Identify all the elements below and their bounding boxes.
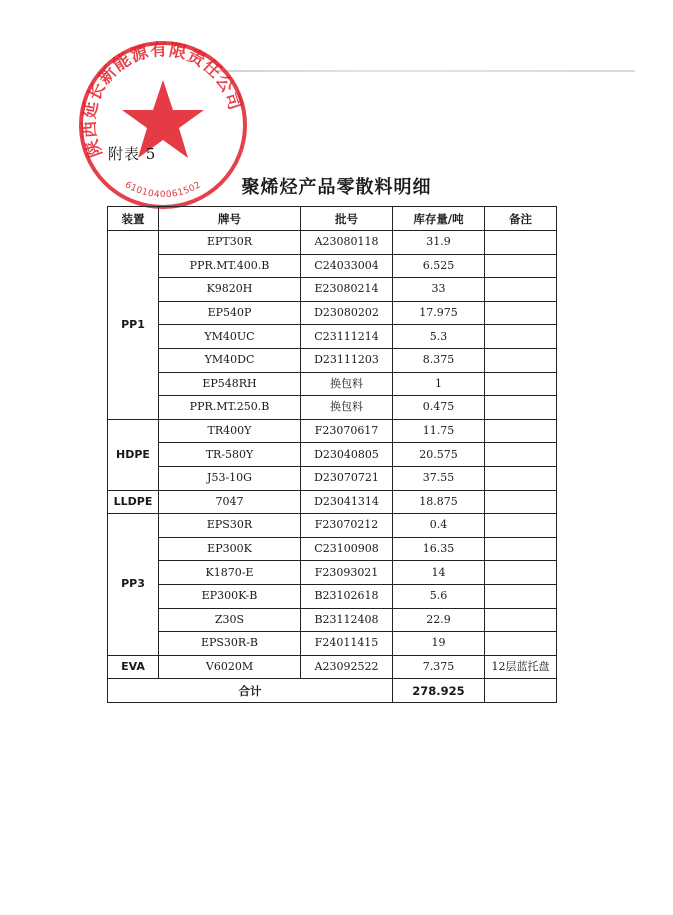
grade-cell: V6020M xyxy=(159,655,301,679)
grade-cell: EPT30R xyxy=(159,231,301,255)
table-row xyxy=(108,584,557,608)
header-note: 备注 xyxy=(485,207,557,231)
batch-cell: F23070212 xyxy=(301,514,393,538)
header-grade: 牌号 xyxy=(159,207,301,231)
total-value: 278.925 xyxy=(393,679,485,703)
total-label: 合计 xyxy=(108,679,393,703)
table-row xyxy=(108,301,557,325)
note-cell: 12层蓝托盘 xyxy=(485,655,557,679)
note-cell xyxy=(485,632,557,656)
table-row xyxy=(108,514,557,538)
quantity-cell: 5.3 xyxy=(393,325,485,349)
batch-cell: A23092522 xyxy=(301,655,393,679)
quantity-cell: 1 xyxy=(393,372,485,396)
grade-cell: EPS30R-B xyxy=(159,632,301,656)
table-row xyxy=(108,632,557,656)
note-cell xyxy=(485,419,557,443)
quantity-cell: 0.4 xyxy=(393,514,485,538)
batch-cell: D23070721 xyxy=(301,466,393,490)
note-cell xyxy=(485,443,557,467)
batch-cell: 换包料 xyxy=(301,372,393,396)
note-cell xyxy=(485,348,557,372)
scan-line xyxy=(215,70,635,72)
table-row xyxy=(108,655,557,679)
table-row xyxy=(108,443,557,467)
grade-cell: EP540P xyxy=(159,301,301,325)
note-cell xyxy=(485,301,557,325)
grade-cell: PPR.MT.250.B xyxy=(159,396,301,420)
note-cell xyxy=(485,278,557,302)
quantity-cell: 20.575 xyxy=(393,443,485,467)
quantity-cell: 22.9 xyxy=(393,608,485,632)
table-row xyxy=(108,537,557,561)
grade-cell: PPR.MT.400.B xyxy=(159,254,301,278)
batch-cell: A23080118 xyxy=(301,231,393,255)
grade-cell: EPS30R xyxy=(159,514,301,538)
batch-cell: D23041314 xyxy=(301,490,393,514)
note-cell xyxy=(485,561,557,585)
table-row xyxy=(108,561,557,585)
note-cell xyxy=(485,325,557,349)
device-cell: PP1 xyxy=(108,231,159,420)
note-cell xyxy=(485,514,557,538)
table-row xyxy=(108,325,557,349)
device-cell: EVA xyxy=(108,655,159,679)
batch-cell: D23080202 xyxy=(301,301,393,325)
device-cell: HDPE xyxy=(108,419,159,490)
device-cell: LLDPE xyxy=(108,490,159,514)
attachment-label: 附表 5 xyxy=(108,145,157,163)
table-row xyxy=(108,348,557,372)
batch-cell: B23112408 xyxy=(301,608,393,632)
header-batch: 批号 xyxy=(301,207,393,231)
table-row xyxy=(108,466,557,490)
batch-cell: F24011415 xyxy=(301,632,393,656)
table-row xyxy=(108,231,557,255)
batch-cell: 换包料 xyxy=(301,396,393,420)
grade-cell: J53-10G xyxy=(159,466,301,490)
quantity-cell: 8.375 xyxy=(393,348,485,372)
table-row xyxy=(108,372,557,396)
seal-number: 6101040061502 xyxy=(122,180,204,201)
note-cell xyxy=(485,584,557,608)
quantity-cell: 16.35 xyxy=(393,537,485,561)
note-cell xyxy=(485,231,557,255)
quantity-cell: 19 xyxy=(393,632,485,656)
quantity-cell: 6.525 xyxy=(393,254,485,278)
quantity-cell: 0.475 xyxy=(393,396,485,420)
seal-text: 陕西延长新能源有限责任公司 xyxy=(79,40,245,160)
batch-cell: C23100908 xyxy=(301,537,393,561)
note-cell xyxy=(485,466,557,490)
header-device: 装置 xyxy=(108,207,159,231)
note-cell xyxy=(485,537,557,561)
quantity-cell: 5.6 xyxy=(393,584,485,608)
table-row xyxy=(108,490,557,514)
batch-cell: C24033004 xyxy=(301,254,393,278)
grade-cell: Z30S xyxy=(159,608,301,632)
batch-cell: E23080214 xyxy=(301,278,393,302)
note-cell xyxy=(485,396,557,420)
table-header-row xyxy=(108,207,557,231)
grade-cell: YM40UC xyxy=(159,325,301,349)
device-cell: PP3 xyxy=(108,514,159,656)
table-row xyxy=(108,608,557,632)
batch-cell: D23111203 xyxy=(301,348,393,372)
quantity-cell: 11.75 xyxy=(393,419,485,443)
note-cell xyxy=(485,372,557,396)
total-row xyxy=(108,679,557,703)
table-row xyxy=(108,278,557,302)
grade-cell: K9820H xyxy=(159,278,301,302)
table-row xyxy=(108,419,557,443)
batch-cell: F23070617 xyxy=(301,419,393,443)
quantity-cell: 17.975 xyxy=(393,301,485,325)
grade-cell: EP300K xyxy=(159,537,301,561)
batch-cell: C23111214 xyxy=(301,325,393,349)
quantity-cell: 14 xyxy=(393,561,485,585)
detail-table xyxy=(107,206,557,703)
total-note xyxy=(485,679,557,703)
batch-cell: F23093021 xyxy=(301,561,393,585)
grade-cell: K1870-E xyxy=(159,561,301,585)
quantity-cell: 31.9 xyxy=(393,231,485,255)
batch-cell: D23040805 xyxy=(301,443,393,467)
note-cell xyxy=(485,608,557,632)
grade-cell: TR-580Y xyxy=(159,443,301,467)
table-row xyxy=(108,396,557,420)
grade-cell: EP548RH xyxy=(159,372,301,396)
grade-cell: TR400Y xyxy=(159,419,301,443)
quantity-cell: 37.55 xyxy=(393,466,485,490)
grade-cell: EP300K-B xyxy=(159,584,301,608)
header-quantity: 库存量/吨 xyxy=(393,207,485,231)
quantity-cell: 7.375 xyxy=(393,655,485,679)
batch-cell: B23102618 xyxy=(301,584,393,608)
note-cell xyxy=(485,490,557,514)
grade-cell: 7047 xyxy=(159,490,301,514)
grade-cell: YM40DC xyxy=(159,348,301,372)
table-row xyxy=(108,254,557,278)
quantity-cell: 18.875 xyxy=(393,490,485,514)
quantity-cell: 33 xyxy=(393,278,485,302)
note-cell xyxy=(485,254,557,278)
page-title: 聚烯烃产品零散料明细 xyxy=(241,177,432,198)
